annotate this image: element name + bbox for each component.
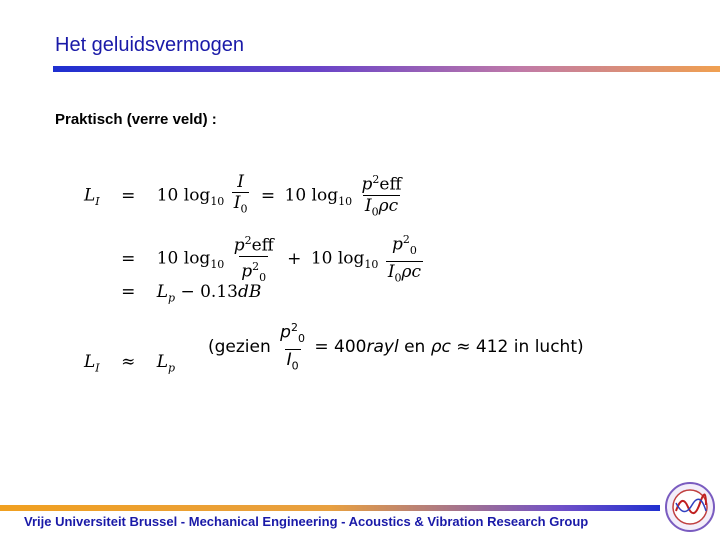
equation-row-1: $L_I = 10$ $\log_{10}$ $\frac{I}{I_0}$ = 10 $\log_{10}$ $\frac{p^2eff}{I_0\rho c}$ — [84, 170, 406, 222]
footer-text: Vrije Universiteit Brussel - Mechanical Engineering - Acoustics & Vibration Research Group — [24, 514, 589, 529]
slide-title: Het geluidsvermogen — [55, 34, 244, 56]
fraction-p0-over-I0rhoc: $\frac{p^2_0}{I_0\rho c}$ — [386, 230, 423, 288]
fraction-p0-over-I0: $\frac{p^2_0}{I_0}$ — [278, 318, 307, 376]
fraction-peff-over-p0: $\frac{p^2eff}{p^2_0}$ — [232, 231, 276, 288]
equation-row-4: (gezien $\frac{p^2_0}{I_0}$ = 400rayl en ρc ≈ 412 in lucht) — [208, 318, 584, 376]
equation-row-2: = 10 $\log_{10}$ $\frac{p^2eff}{p^2_0}$ + 10 $\log_{10}$ $\frac{p^2_0}{I_0\rho c}$ — [84, 230, 425, 288]
fraction-I-over-I0: $\frac{I}{I_0}$ — [232, 172, 250, 219]
footer-bar — [0, 505, 660, 511]
fraction-peff-over-I0rhoc: $\frac{p^2eff}{I_0\rho c}$ — [360, 170, 404, 222]
subtitle: Praktisch (verre veld) : — [55, 111, 217, 128]
equation-row-5: $L_I \approx L_p$ — [84, 352, 176, 375]
equation-row-3: = $L_p - 0.13dB$ — [121, 282, 262, 305]
university-logo — [664, 481, 716, 533]
title-underline — [53, 66, 720, 72]
